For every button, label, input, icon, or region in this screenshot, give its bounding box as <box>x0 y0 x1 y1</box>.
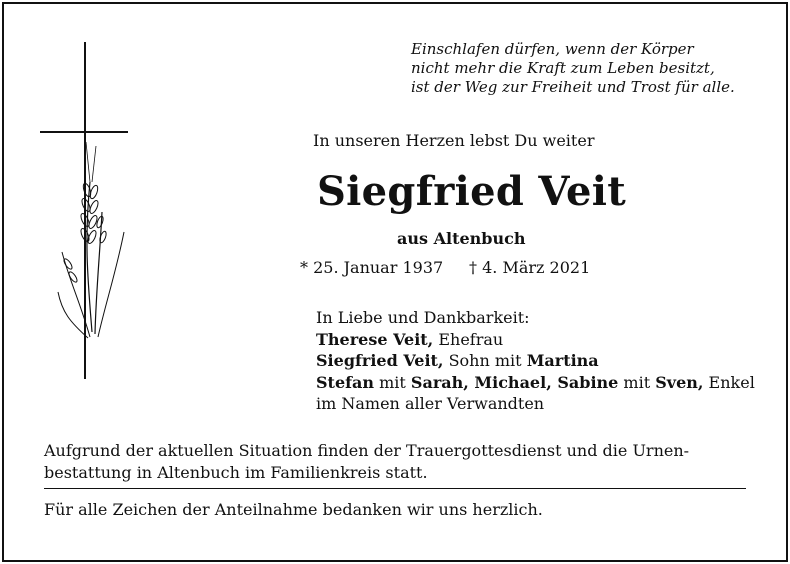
family-member-name: Sven, <box>655 372 704 392</box>
family-connector: mit <box>618 372 656 392</box>
motto-line: nicht mehr die Kraft zum Leben besitzt, <box>411 59 715 77</box>
death-date: † 4. März 2021 <box>469 258 591 277</box>
intro-line: In unseren Herzen lebst Du weiter <box>313 131 595 150</box>
thanks-line: Für alle Zeichen der Anteilnahme bedanken wir uns herzlich. <box>44 500 543 519</box>
divider <box>44 488 746 489</box>
cross-with-wheat-icon <box>40 42 130 382</box>
family-row <box>316 350 755 372</box>
family-member-name: Stefan <box>316 372 375 392</box>
family-connector: mit <box>374 372 411 392</box>
family-role: Enkel <box>703 372 755 392</box>
family-heading: In Liebe und Dankbarkeit: <box>316 308 530 327</box>
deceased-origin: aus Altenbuch <box>397 229 526 248</box>
notice-line: bestattung in Altenbuch im Familienkreis statt. <box>44 463 428 482</box>
family-member-name: Siegfried Veit, <box>316 351 444 370</box>
notice-line: Aufgrund der aktuellen Situation finden der Trauergottesdienst und die Urnen- <box>44 441 690 460</box>
family-role: Sohn mit <box>443 351 527 370</box>
motto-line: Einschlafen dürfen, wenn der Körper <box>411 40 694 58</box>
birth-date: * 25. Januar 1937 <box>300 258 444 277</box>
family-member-name: Martina <box>526 351 599 370</box>
family-list <box>316 307 755 415</box>
family-row <box>316 372 755 394</box>
family-member-name: Sarah, Michael, Sabine <box>410 372 619 392</box>
family-member-name: Therese Veit, <box>316 329 434 349</box>
motto-line: ist der Weg zur Freiheit und Trost für alle. <box>411 78 735 96</box>
family-closing: im Namen aller Verwandten <box>316 394 545 413</box>
motto-verse <box>411 40 735 97</box>
ceremony-notice <box>44 440 689 484</box>
family-role: Ehefrau <box>433 329 504 349</box>
family-row <box>316 329 755 351</box>
deceased-name: Siegfried Veit <box>317 168 627 215</box>
